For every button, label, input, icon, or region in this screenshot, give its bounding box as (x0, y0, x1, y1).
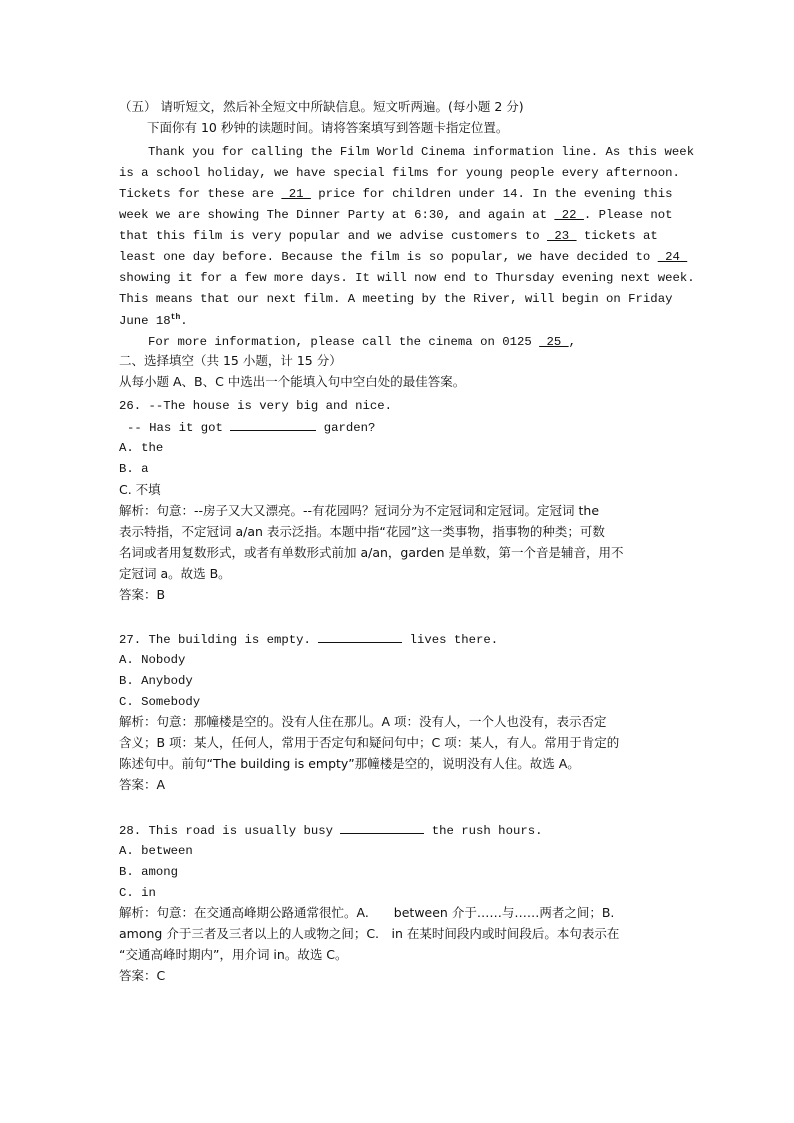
analysis-line: “交通高峰时期内”，用介词 in。故选 C。 (119, 947, 348, 962)
passage-line: that this film is very popular and we advise customers to 23 tickets at (119, 229, 658, 243)
option-c: C. Somebody (119, 695, 201, 709)
blank-23: 23 (547, 229, 577, 243)
analysis-line: among 介于三者及三者以上的人或物之间；C. in 在某时间段内或时间段后。本句表示在 (119, 926, 620, 941)
section2-heading: 二、选择填空（共 15 小题，计 15 分） (119, 353, 342, 368)
analysis-line: 表示特指，不定冠词 a/an 表示泛指。本题中指“花园”这一类事物，指事物的种类；可数 (119, 524, 605, 539)
analysis-line: 定冠词 a。故选 B。 (119, 566, 231, 581)
passage-line: This means that our next film. A meeting by the River, will begin on Friday (119, 292, 673, 306)
analysis-line: 解析：句意：那幢楼是空的。没有人住在那儿。A 项：没有人，一个人也没有，表示否定 (119, 714, 607, 729)
question-stem: 26. --The house is very big and nice. (119, 399, 393, 413)
option-a: A. Nobody (119, 653, 186, 667)
blank-25: 25 (539, 335, 569, 349)
option-b: B. a (119, 462, 149, 476)
analysis-line: 解析：句意：--房子又大又漂亮。--有花园吗？冠词分为不定冠词和定冠词。定冠词 the (119, 503, 600, 518)
passage-line: Tickets for these are 21 price for children under 14. In the evening this (119, 187, 673, 201)
option-a: A. between (119, 844, 193, 858)
option-c: C. in (119, 886, 156, 900)
section5-instruction: 下面你有 10 秒钟的读题时间。请将答案填写到答题卡指定位置。 (147, 120, 509, 135)
answer: 答案：B (119, 587, 166, 602)
answer-blank (230, 418, 316, 431)
passage-line: is a school holiday, we have special films for young people every afternoon. (119, 166, 680, 180)
passage-line: Thank you for calling the Film World Cinema information line. As this week (148, 145, 695, 159)
blank-22: 22 (554, 208, 584, 222)
passage-line: showing it for a few more days. It will now end to Thursday evening next week. (119, 271, 695, 285)
section2-instruction: 从每小题 A、B、C 中选出一个能填入句中空白处的最佳答案。 (119, 374, 466, 389)
answer-blank (318, 630, 402, 643)
analysis-line: 陈述句中。前句“The building is empty”那幢楼是空的，说明没有人住。故选 A。 (119, 756, 580, 771)
passage-line: least one day before. Because the film is so popular, we have decided to 24 (119, 250, 688, 264)
section5-heading: （五） 请听短文，然后补全短文中所缺信息。短文听两遍。(每小题 2 分) (119, 99, 524, 114)
answer: 答案：A (119, 777, 166, 792)
question-stem: 27. The building is empty. lives there. (119, 630, 498, 649)
option-b: B. among (119, 865, 179, 879)
blank-24: 24 (657, 250, 688, 264)
answer-blank (340, 821, 424, 834)
analysis-line: 名词或者用复数形式，或者有单数形式前加 a/an，garden 是单数，第一个音是辅音，用不 (119, 545, 624, 560)
analysis-line: 解析：句意：在交通高峰期公路通常很忙。A. between 介于……与……两者之间；B. (119, 905, 615, 920)
blank-21: 21 (281, 187, 311, 201)
option-a: A. the (119, 441, 164, 455)
question-stem: 28. This road is usually busy the rush hours. (119, 821, 542, 840)
passage-line: For more information, please call the cinema on 0125 25 , (148, 335, 577, 349)
passage-line: June 18th. (119, 312, 188, 328)
option-b: B. Anybody (119, 674, 193, 688)
question-stem: -- Has it got garden? (127, 418, 375, 437)
answer: 答案：C (119, 968, 166, 983)
option-c: C. 不填 (119, 482, 161, 497)
passage-line: week we are showing The Dinner Party at 6:30, and again at 22 . Please not (119, 208, 673, 222)
analysis-line: 含义；B 项：某人，任何人，常用于否定句和疑问句中；C 项：某人，有人。常用于肯定的 (119, 735, 620, 750)
